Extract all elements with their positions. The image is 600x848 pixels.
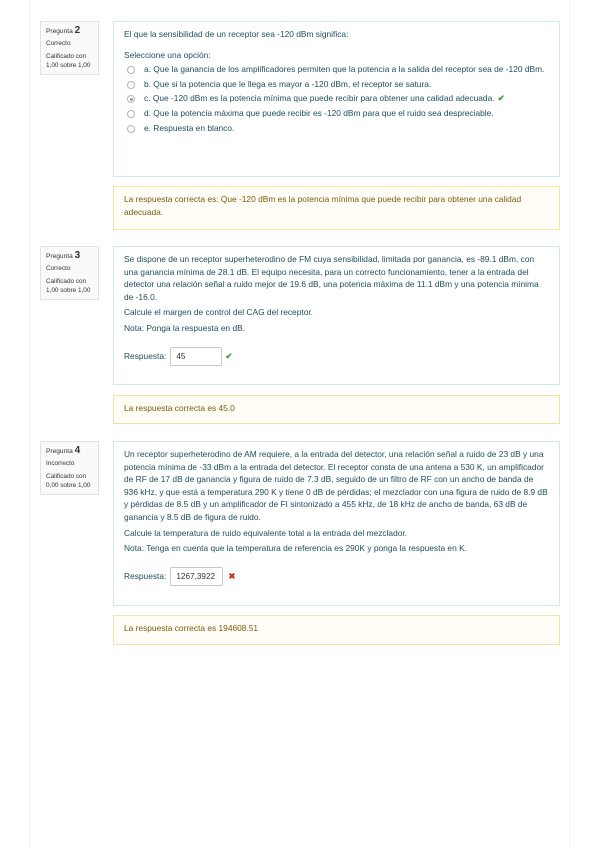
- question-grade: Calificado con 1,00 sobre 1,00: [46, 53, 91, 69]
- answer-row: [124, 567, 549, 586]
- question-note: Nota: Ponga la respuesta en dB.: [124, 322, 246, 333]
- answer-row: [124, 347, 549, 366]
- question-task: Calcule el margen de control del CAG del receptor.: [124, 307, 314, 318]
- question-text: Un receptor superheterodino de AM requiere, a la entrada del detector, una relación señal a ruido de 23 dB y una potencia mínima de -33 dBm a la entrada del detector. El receptor consta de una antena a 530 K, un amplificador de RF de 17 dB de ganancia y figura de ruido de 7.3 dB, seguido de un filtro de RF con un ancho de banda de 936 kHz, y que está a temperatura 290 K y tiene 0 dB de pérdidas; el mezclador con una figura de ruido de 8.9 dB y pérdidas de 8.5 dB y un amplificador de FI sintonizado a 455 kHz, de 18 kHz de ancho de banda, 63 dB de ganancia y 8.5 dB de figura de ruido.: [124, 449, 548, 522]
- question-number-line: [46, 446, 93, 456]
- question-text: El que la sensibilidad de un receptor sea -120 dBm significa:: [124, 29, 349, 39]
- feedback-4: [113, 615, 560, 645]
- option-label: a. Que la ganancia de los amplificadores permiten que la potencia a la salida del receptor sea de -120 dBm.: [144, 64, 545, 75]
- radio-c-selected[interactable]: [127, 95, 135, 103]
- answer-input[interactable]: 1267,3922: [170, 567, 223, 586]
- answer-prompt: Seleccione una opción:: [124, 49, 211, 60]
- option-c[interactable]: [124, 92, 549, 105]
- question-info-3: [40, 246, 99, 300]
- feedback-2: [113, 186, 560, 230]
- option-b[interactable]: [124, 78, 549, 91]
- correct-answer-text: La respuesta correcta es 194608.51: [124, 623, 259, 633]
- cross-icon: ✖: [228, 570, 236, 581]
- question-number: 3: [74, 250, 81, 261]
- question-info-4: [40, 441, 99, 495]
- check-icon: ✔: [497, 93, 505, 104]
- option-label: d. Que la potencia máxima que puede recibir es -120 dBm para que el ruido sea despreciable.: [144, 107, 494, 118]
- answer-input[interactable]: 45: [170, 347, 222, 366]
- correct-answer-text: La respuesta correcta es 45.0: [124, 403, 235, 413]
- question-state: Correcto: [46, 40, 71, 47]
- question-label: Pregunta: [46, 28, 73, 35]
- question-number-line: [46, 251, 93, 261]
- radio-d[interactable]: [127, 110, 135, 118]
- option-a[interactable]: [124, 63, 549, 76]
- question-note: Nota: Tenga en cuenta que la temperatura de referencia es 290K y ponga la respuesta en K.: [124, 543, 467, 554]
- question-label: Pregunta: [46, 448, 73, 455]
- radio-e[interactable]: [127, 125, 135, 133]
- question-state: Incorrecto: [46, 460, 75, 467]
- question-text: Se dispone de un receptor superheterodino de FM cuya sensibilidad, limitada por ganancia, es -89.1 dBm, con una ganancia mínima de 28.1 dB. El equipo necesita, para un correcto funcionamiento, tener a la entrada del detector una relación señal a ruido mejor de 19.6 dB, una potencia máxima de 11.1 dBm y una potencia mínima de -16.0.: [124, 254, 539, 302]
- option-label: e. Respuesta en blanco.: [144, 122, 235, 133]
- question-info-2: [40, 21, 99, 75]
- check-icon: ✔: [225, 350, 233, 361]
- question-content-2: [113, 21, 560, 177]
- option-d[interactable]: [124, 107, 549, 120]
- option-label: b. Que si la potencia que le llega es mayor a -120 dBm, el receptor se satura.: [144, 78, 432, 89]
- answer-label: Respuesta:: [124, 350, 167, 361]
- question-grade: Calificado con 1,00 sobre 1,00: [46, 278, 91, 294]
- question-state: Correcto: [46, 265, 71, 272]
- question-number-line: [46, 26, 93, 36]
- question-content-4: [113, 441, 560, 606]
- question-task: Calcule la temperatura de ruido equivalente total a la entrada del mezclador.: [124, 527, 408, 538]
- option-label: c. Que -120 dBm es la potencia mínima que puede recibir para obtener una calidad adecuada.: [144, 93, 495, 104]
- question-label: Pregunta: [46, 253, 73, 260]
- question-grade: Calificado con 0,00 sobre 1,00: [46, 473, 91, 489]
- radio-a[interactable]: [127, 66, 135, 74]
- question-number: 2: [74, 25, 81, 36]
- correct-answer-text: La respuesta correcta es: Que -120 dBm es la potencia mínima que puede recibir para obtener una calidad adecuada.: [124, 194, 522, 217]
- question-number: 4: [74, 445, 81, 456]
- question-content-3: [113, 246, 560, 385]
- answer-label: Respuesta:: [124, 570, 167, 581]
- option-e[interactable]: [124, 122, 549, 135]
- radio-b[interactable]: [127, 81, 135, 89]
- feedback-3: [113, 395, 560, 424]
